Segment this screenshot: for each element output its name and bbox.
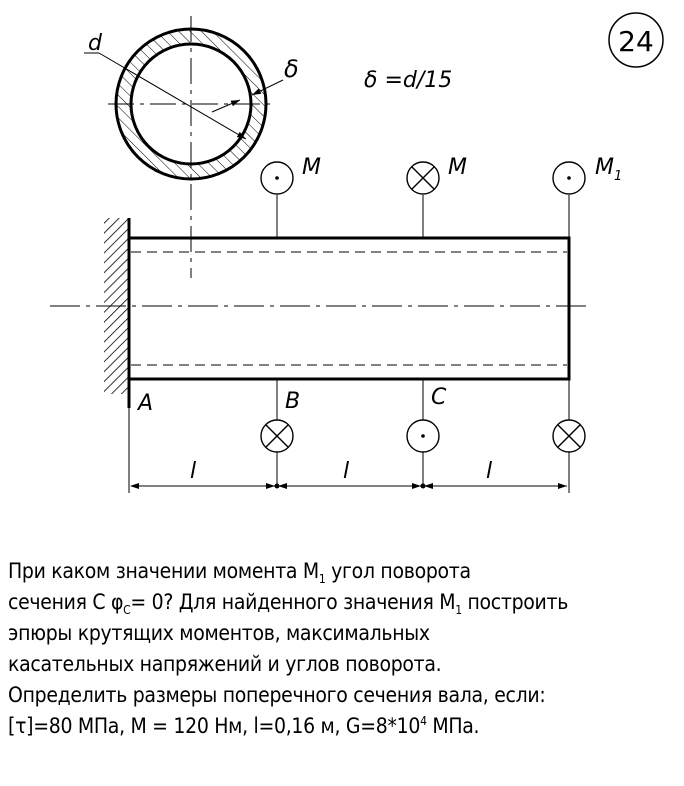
shaft	[50, 238, 590, 379]
moment-top-left	[261, 162, 293, 238]
wall-relation: δ =d/15	[364, 68, 453, 93]
moment-label-top-left: M	[302, 155, 321, 180]
diameter-label: d	[88, 31, 102, 56]
problem-line-2: сечения C $\varphi_C= 0$? Для найденного значения $M_1$ построить	[8, 590, 569, 618]
point-c-label: C	[431, 385, 447, 410]
length-label-3: l	[486, 459, 493, 484]
moment-top-mid	[407, 162, 439, 238]
problem-line-5: Определить размеры поперечного сечения вала, если:	[8, 683, 546, 707]
length-label-1: l	[190, 459, 197, 484]
problem-line-4: касательных напряжений и углов поворота.	[8, 652, 442, 676]
moment-top-right	[553, 162, 585, 238]
fixed-support	[104, 218, 129, 408]
problem-line-6: [τ]=80 МПа, M = 120 Нм, l=0,16 м, $G=8*10^4$ МПа.	[8, 714, 480, 738]
moment-label-top-right: $M_1$	[595, 155, 623, 184]
wall-label: δ	[284, 55, 299, 83]
length-label-2: l	[343, 459, 350, 484]
point-b-label: B	[285, 389, 301, 414]
point-a-label: A	[138, 391, 154, 416]
problem-number-badge	[609, 13, 663, 67]
moment-label-top-mid: M	[448, 155, 467, 180]
svg-text:24: 24	[618, 25, 654, 58]
problem-statement	[8, 556, 684, 742]
problem-line-1: При каком значении момента $M_1$ угол поворота	[8, 559, 471, 587]
problem-line-3: эпюры крутящих моментов, максимальных	[8, 621, 430, 645]
moment-bottom-end	[553, 379, 585, 493]
